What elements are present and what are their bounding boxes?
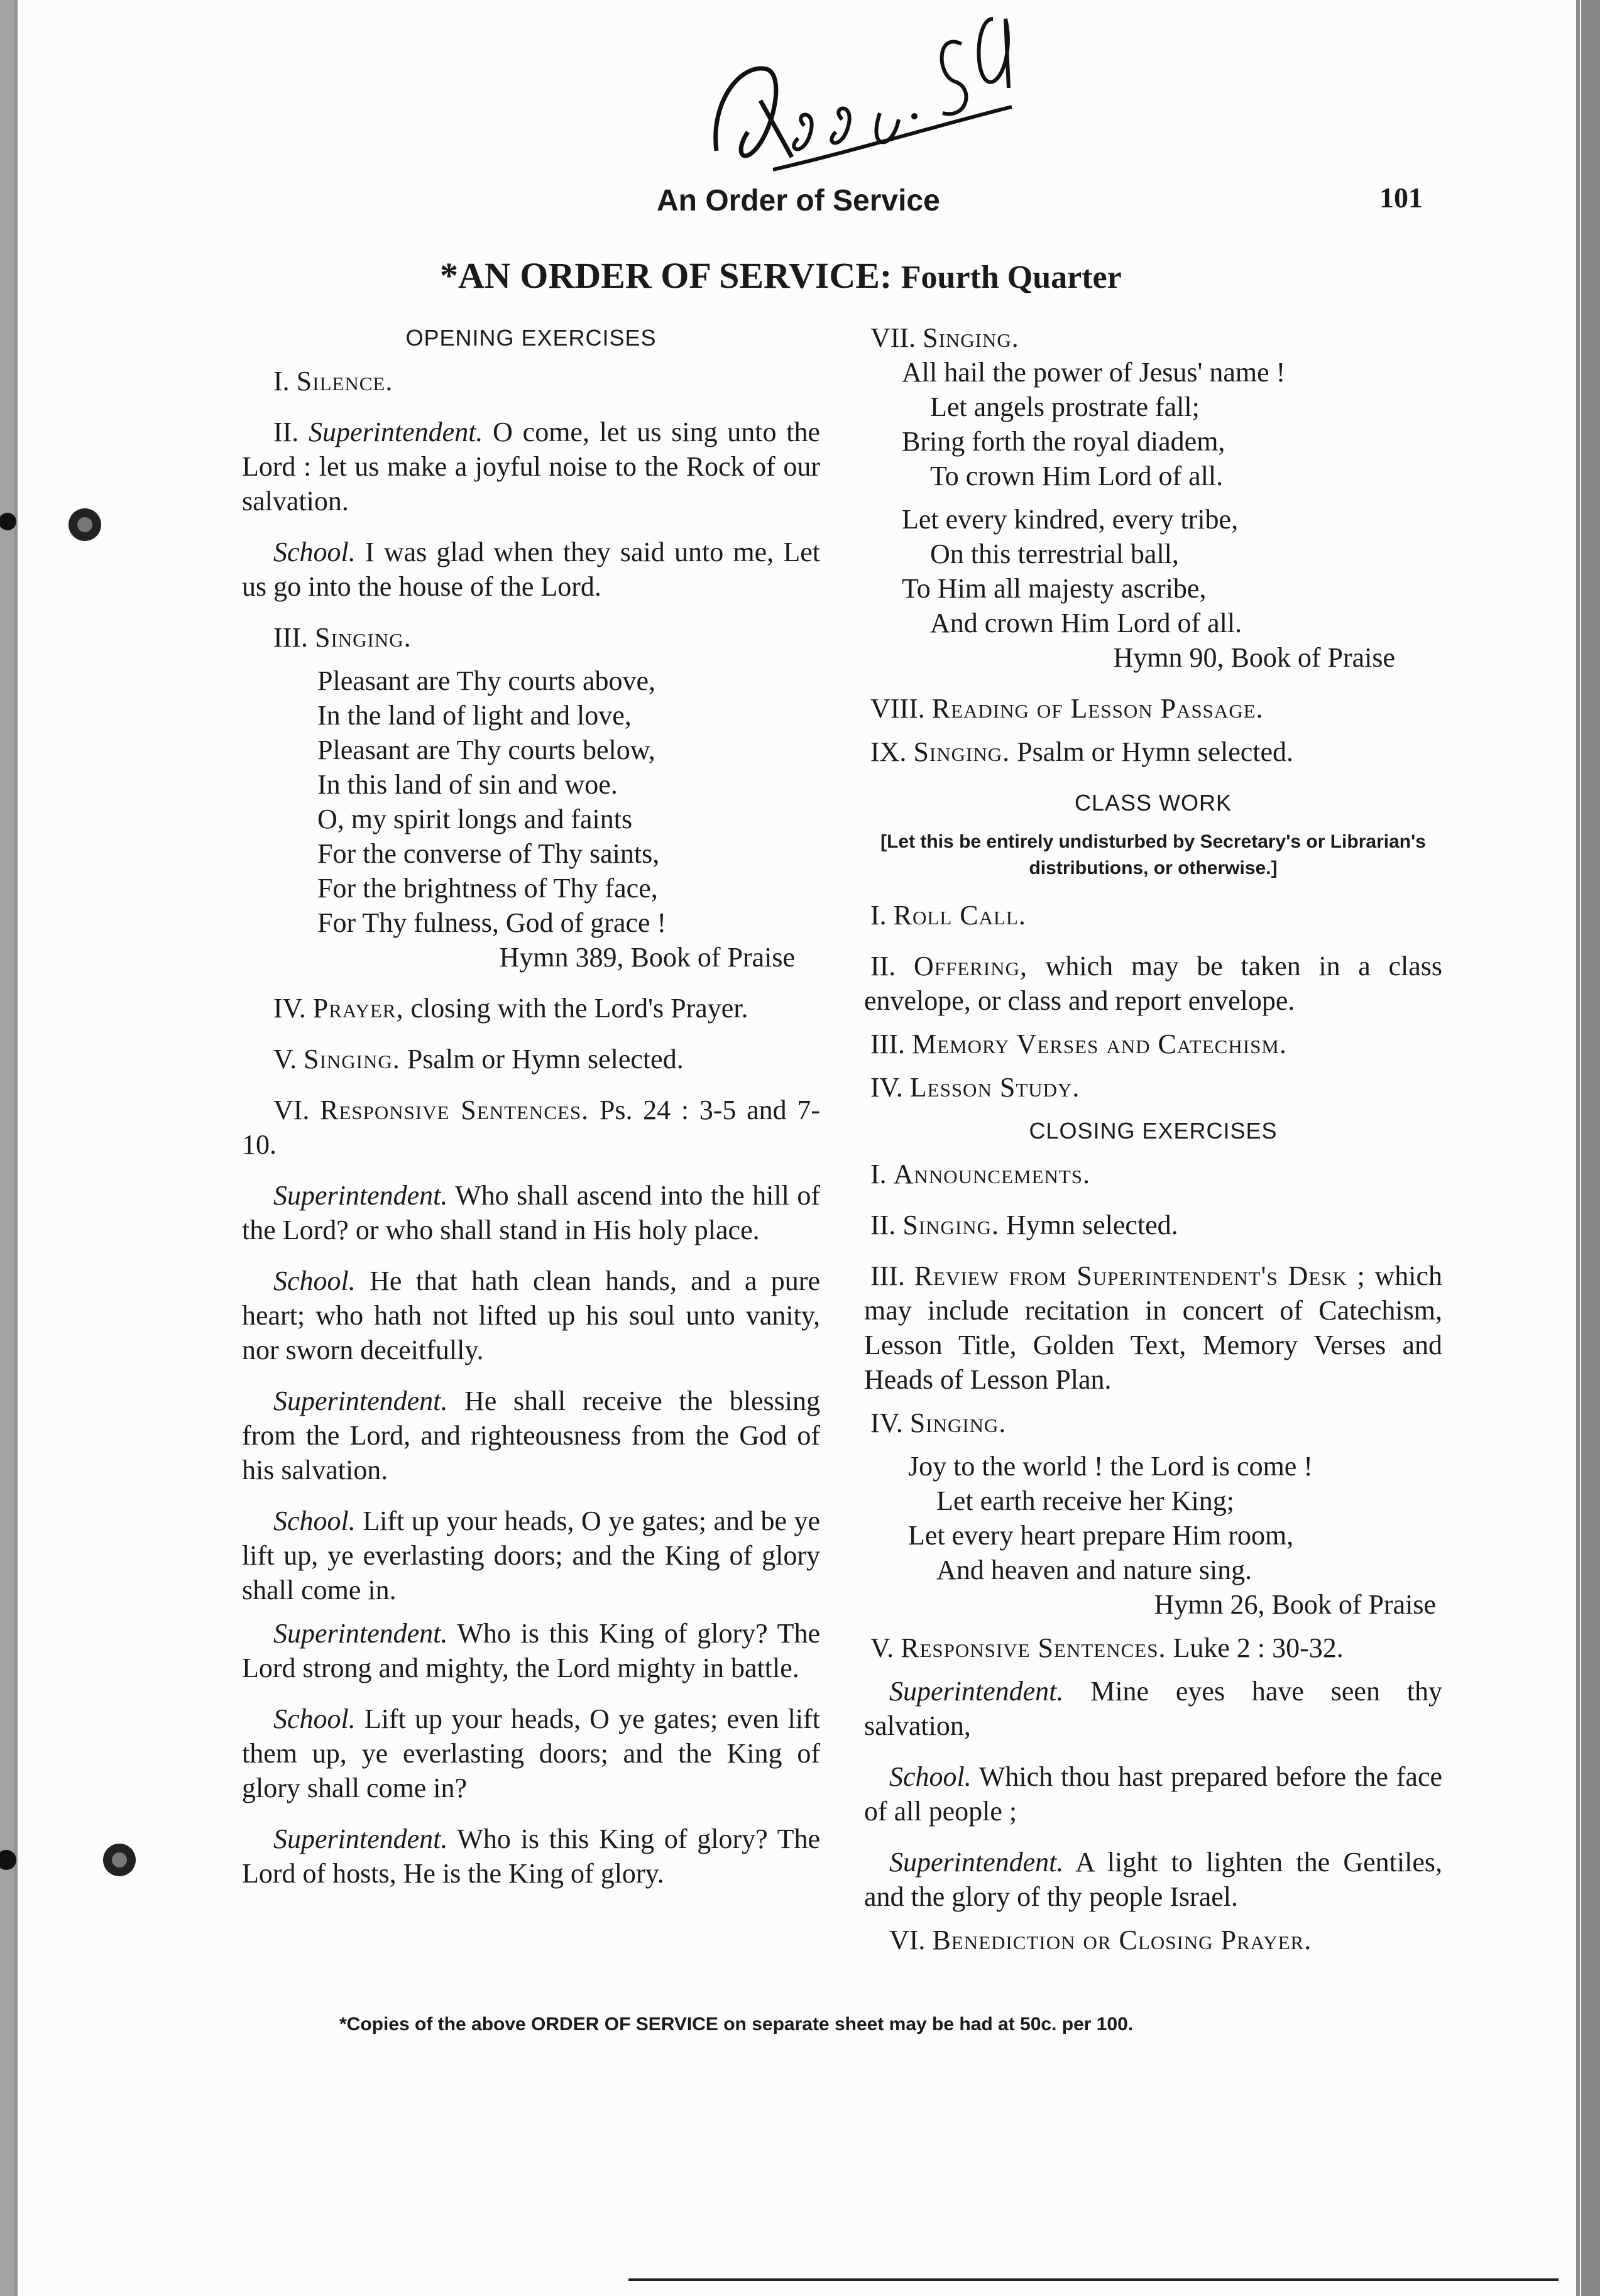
handwritten-catalog-mark: [698, 6, 1024, 182]
heading-opening-exercises: OPENING EXERCISES: [405, 325, 657, 351]
running-head: An Order of Service: [657, 184, 940, 217]
item-singing-9: IX. Singing. Psalm or Hymn selected.: [870, 736, 1294, 767]
hymn-line: In the land of light and love,: [317, 700, 632, 731]
hymn-line: In this land of sin and woe.: [317, 769, 618, 800]
hymn-line: For Thy fulness, God of grace !: [317, 907, 667, 938]
responsive-2: School. He that hath clean hands, and a pure heart; who hath not lifted up his soul unto vanity, nor sworn deceitfully.: [242, 1266, 820, 1365]
hymn-line: Let every kindred, every tribe,: [902, 504, 1239, 535]
item-silence: I. Silence.: [273, 366, 393, 396]
hymn-line: And crown Him Lord of all.: [930, 608, 1242, 638]
responsive-3: Superintendent. He shall receive the blessing from the Lord, and righteousness from the God of his salvation.: [242, 1386, 820, 1485]
main-title: [440, 254, 1122, 297]
hymn-line: Bring forth the royal diadem,: [902, 426, 1225, 457]
responsive-6: School. Lift up your heads, O ye gates; even lift them up, ye everlasting doors; and the King of glory shall come in?: [242, 1703, 820, 1803]
responsive-7: Superintendent. Who is this King of glory? The Lord of hosts, He is the King of glory.: [242, 1823, 820, 1889]
item-closing-singing: II. Singing. Hymn selected.: [870, 1210, 1178, 1240]
hymn-line: Let every heart prepare Him room,: [908, 1520, 1294, 1551]
hymn-90-reference: Hymn 90, Book of Praise: [1113, 642, 1395, 673]
hymn-line: And heaven and nature sing.: [936, 1555, 1252, 1585]
closing-responsive-1: Superintendent. Mine eyes have seen thy salvation,: [864, 1676, 1442, 1741]
punch-hole-top: [63, 503, 107, 547]
hymn-26-reference: Hymn 26, Book of Praise: [1154, 1589, 1436, 1620]
hymn-line: All hail the power of Jesus' name !: [902, 357, 1286, 388]
item-reading-lesson: VIII. Reading of Lesson Passage.: [870, 693, 1264, 724]
item-closing-singing-4: IV. Singing.: [870, 1408, 1007, 1438]
scan-left-edge: [0, 0, 38, 2296]
main-title-prefix: *AN ORDER OF SERVICE:: [440, 255, 892, 296]
responsive-5: Superintendent. Who is this King of glory? The Lord strong and mighty, the Lord mighty in battle.: [242, 1618, 820, 1683]
item-benediction: VI. Benediction or Closing Prayer.: [889, 1925, 1312, 1955]
item-roll-call: I. Roll Call.: [870, 900, 1026, 931]
heading-closing-exercises: CLOSING EXERCISES: [1029, 1118, 1278, 1144]
heading-class-work: CLASS WORK: [1074, 790, 1232, 816]
scan-right-edge: [1562, 0, 1600, 2296]
item-prayer: IV. Prayer, closing with the Lord's Prayer.: [273, 993, 748, 1024]
punch-hole-bottom: [97, 1838, 141, 1882]
bottom-rule: [628, 2273, 1571, 2286]
footnote: *Copies of the above ORDER OF SERVICE on separate sheet may be had at 50c. per 100.: [339, 2014, 1134, 2035]
hymn-line: O, my spirit longs and faints: [317, 804, 633, 834]
hymn-line: To crown Him Lord of all.: [930, 461, 1224, 491]
school-response-1: School. I was glad when they said unto me, Let us go into the house of the Lord.: [242, 537, 820, 602]
hymn-389-verse: [242, 664, 820, 940]
hymn-line: Let angels prostrate fall;: [930, 391, 1200, 422]
item-review: III. Review from Superintendent's Desk ; which may include recitation in concert of Catechism, Lesson Title, Golden Text, Memory Verses and Heads of Lesson Plan.: [864, 1260, 1443, 1395]
item-closing-responsive: V. Responsive Sentences. Luke 2 : 30-32.: [870, 1632, 1344, 1663]
item-offering: II. Offering, which may be taken in a class envelope, or class and report envelope.: [864, 951, 1442, 1016]
item-announcements: I. Announcements.: [870, 1159, 1091, 1189]
hymn-line: Pleasant are Thy courts below,: [317, 735, 655, 765]
hymn-line: Pleasant are Thy courts above,: [317, 665, 656, 696]
item-singing-3: III. Singing.: [273, 622, 412, 653]
page-number: 101: [1379, 182, 1423, 214]
class-work-note: [Let this be entirely undisturbed by Secretary's or Librarian's distributions, or otherwise.]: [880, 831, 1426, 878]
item-superintendent-call: II. Superintendent. O come, let us sing unto the Lord : let us make a joyful noise to the Rock of our salvation.: [242, 417, 820, 517]
hymn-90-verse: [864, 355, 1442, 640]
item-singing-7: VII. Singing.: [870, 322, 1019, 353]
hymn-line: On this terrestrial ball,: [930, 538, 1179, 569]
responsive-4: School. Lift up your heads, O ye gates; and be ye lift up, ye everlasting doors; and the King of glory shall come in.: [242, 1506, 820, 1605]
hymn-line: For the converse of Thy saints,: [317, 838, 660, 869]
main-title-suffix: Fourth Quarter: [901, 260, 1122, 295]
left-column: [242, 320, 820, 1891]
hymn-389-reference: Hymn 389, Book of Praise: [499, 942, 795, 973]
item-singing-5: V. Singing. Psalm or Hymn selected.: [273, 1044, 684, 1074]
closing-responsive-3: Superintendent. A light to lighten the Gentiles, and the glory of thy people Israel.: [864, 1847, 1442, 1912]
hymn-line: To Him all majesty ascribe,: [902, 573, 1207, 604]
closing-responsive-2: School. Which thou hast prepared before the face of all people ;: [864, 1761, 1442, 1827]
hymn-line: Let earth receive her King;: [936, 1485, 1234, 1516]
item-responsive-sentences: VI. Responsive Sentences. Ps. 24 : 3-5 and 7-10.: [242, 1095, 820, 1160]
item-lesson-study: IV. Lesson Study.: [870, 1072, 1080, 1103]
responsive-1: Superintendent. Who shall ascend into the hill of the Lord? or who shall stand in His holy place.: [242, 1180, 820, 1245]
item-memory-verses: III. Memory Verses and Catechism.: [870, 1029, 1287, 1059]
hymn-line: Joy to the world ! the Lord is come !: [908, 1451, 1313, 1482]
hymn-26-verse: [864, 1449, 1442, 1587]
hymn-line: For the brightness of Thy face,: [317, 873, 658, 904]
right-column: [864, 320, 1442, 1957]
